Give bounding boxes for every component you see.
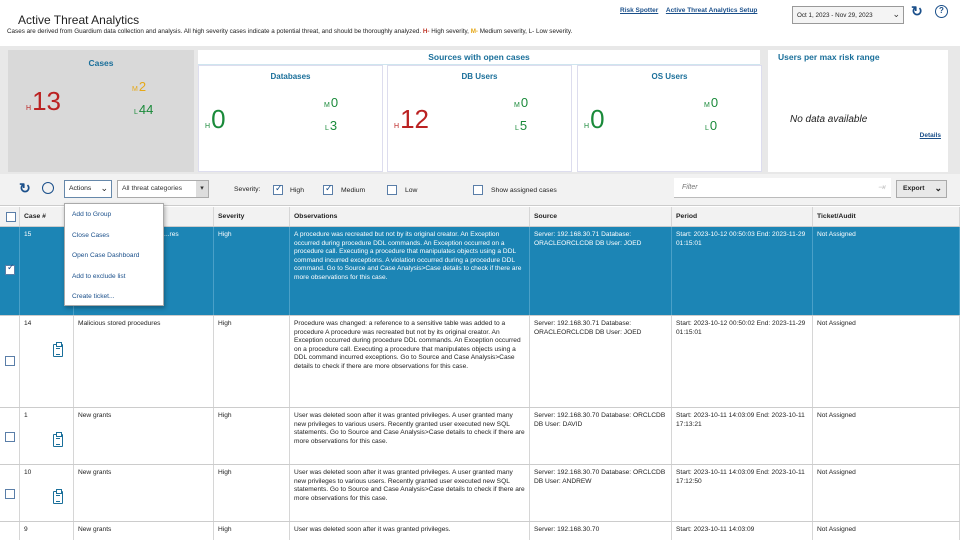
actions-menu xyxy=(64,203,164,306)
select-all-checkbox[interactable] xyxy=(6,212,16,222)
no-data-text: No data available xyxy=(790,114,868,125)
chevron-down-icon: ⌄ xyxy=(892,9,900,19)
comment-icon[interactable] xyxy=(42,182,54,194)
menu-item-open-dashboard[interactable]: Open Case Dashboard xyxy=(72,252,140,259)
col-observations[interactable]: Observations xyxy=(290,207,530,226)
medium-severity-label: M- xyxy=(470,28,479,35)
case-severity: High xyxy=(214,316,290,407)
page-description xyxy=(7,28,572,35)
case-period: Start: 2023-10-11 14:03:09 xyxy=(672,522,813,540)
case-observations: User was deleted soon after it was granted privileges. xyxy=(290,522,530,540)
case-category: ...res xyxy=(74,227,214,315)
cases-low xyxy=(134,102,153,117)
low-severity-text: L- Low severity. xyxy=(528,28,573,35)
case-ticket: Not Assigned xyxy=(813,227,960,315)
os-users-summary[interactable] xyxy=(577,65,762,172)
refresh-icon[interactable]: ↻ xyxy=(911,3,923,19)
sources-label: Sources with open cases xyxy=(428,52,530,62)
show-assigned-label: Show assigned cases xyxy=(491,187,557,194)
table-row[interactable] xyxy=(0,408,960,465)
row-select-cell xyxy=(0,408,20,464)
case-category: New grants xyxy=(74,408,214,464)
high-prefix: H xyxy=(26,105,32,112)
databases-label: Databases xyxy=(270,72,311,81)
details-link[interactable]: Details xyxy=(919,132,941,139)
toolbar xyxy=(0,174,960,206)
category-value: All threat categories xyxy=(122,185,183,192)
case-number: 9 xyxy=(20,522,74,540)
case-category: Malicious stored procedures xyxy=(74,316,214,407)
low-prefix: L xyxy=(515,125,519,132)
table-row[interactable] xyxy=(0,522,960,540)
case-category: New grants xyxy=(74,465,214,521)
case-observations: User was deleted soon after it was granted privileges. A user granted many new privileges to various users. Recently granted user executed new SQL statements. Go to Source and Case Analysis>Case details to check if there are more observations for this case. xyxy=(290,408,530,464)
medium-prefix: M xyxy=(132,86,138,93)
filter-clear-icon[interactable]: ⇥ xyxy=(877,182,885,192)
case-source: Server: 192.168.30.70 Database: ORCLCDB DB User: DAVID xyxy=(530,408,672,464)
cases-summary[interactable] xyxy=(8,50,194,172)
low-prefix: L xyxy=(705,125,709,132)
row-checkbox[interactable] xyxy=(5,265,15,275)
filter-input[interactable] xyxy=(674,178,891,198)
os-users-high-value: 0 xyxy=(590,104,605,134)
page-title: Active Threat Analytics xyxy=(18,13,140,27)
export-label: Export xyxy=(903,185,925,192)
refresh-icon[interactable]: ↻ xyxy=(19,180,31,196)
chevron-down-icon: ⌄ xyxy=(934,183,942,193)
row-checkbox[interactable] xyxy=(5,432,15,442)
medium-checkbox-label: Medium xyxy=(341,187,366,194)
db-users-low-value: 5 xyxy=(519,118,528,133)
case-category: New grants xyxy=(74,522,214,540)
col-source[interactable]: Source xyxy=(530,207,672,226)
header-links xyxy=(620,7,763,14)
case-number: 10 xyxy=(24,469,32,476)
case-severity: High xyxy=(214,227,290,315)
users-risk-label: Users per max risk range xyxy=(778,52,880,62)
case-period: Start: 2023-10-11 14:03:09 End: 2023-10-11 17:13:21 xyxy=(672,408,813,464)
cases-medium xyxy=(132,79,146,94)
description-text: Cases are derived from Guardium data collection and analysis. All high severity cases indicate a potential threat, and should be thoroughly analyzed. xyxy=(7,28,423,35)
menu-item-add-to-group[interactable]: Add to Group xyxy=(72,211,112,218)
case-observations: A procedure was recreated but not by its original creator. An Exception occurred during procedure DDL commands. An Exception occurred on a procedure call. Executing a procedure that manipulates objects using a DDL command incurred exceptions. A violation occurred during a procedure DDL command. Go to Source and Case Analysis>Case details to check if there are more observations for this case. xyxy=(290,227,530,315)
case-period: Start: 2023-10-11 14:03:09 End: 2023-10-11 17:12:50 xyxy=(672,465,813,521)
case-ticket: Not Assigned xyxy=(813,316,960,407)
db-users-high-value: 12 xyxy=(400,104,429,134)
cases-high-value: 13 xyxy=(32,86,61,116)
case-severity: High xyxy=(214,465,290,521)
case-number-cell xyxy=(20,408,74,464)
case-ticket: Not Assigned xyxy=(813,408,960,464)
high-severity-label: H- xyxy=(422,28,430,35)
case-ticket: Not Assigned xyxy=(813,522,960,540)
db-users-label: DB Users xyxy=(461,72,498,81)
high-checkbox-label: High xyxy=(290,187,304,194)
case-number-cell xyxy=(20,316,74,407)
col-severity[interactable]: Severity xyxy=(214,207,290,226)
export-button[interactable] xyxy=(896,180,947,198)
dropdown-arrow-icon: ▾ xyxy=(196,181,208,197)
case-source: Server: 192.168.30.70 xyxy=(530,522,672,540)
row-checkbox[interactable] xyxy=(5,356,15,366)
date-range-value: Oct 1, 2023 - Nov 29, 2023 xyxy=(797,12,873,19)
high-prefix: H xyxy=(584,123,590,130)
case-severity: High xyxy=(214,408,290,464)
case-period: Start: 2023-10-12 00:50:02 End: 2023-11-29 01:15:01 xyxy=(672,316,813,407)
risk-spotter-link[interactable]: Risk Spotter xyxy=(620,7,659,14)
db-users-medium-value: 0 xyxy=(520,95,529,110)
case-number: 15 xyxy=(20,227,74,315)
clipboard-icon[interactable] xyxy=(53,344,63,357)
high-prefix: H xyxy=(394,123,400,130)
databases-summary[interactable] xyxy=(198,65,383,172)
medium-prefix: M xyxy=(514,102,520,109)
case-number: 14 xyxy=(24,320,32,327)
page-header xyxy=(0,0,960,46)
low-checkbox-label: Low xyxy=(405,187,418,194)
high-prefix: H xyxy=(205,123,211,130)
high-checkbox[interactable] xyxy=(273,185,283,195)
case-severity: High xyxy=(214,522,290,540)
case-source: Server: 192.168.30.70 Database: ORCLCDB DB User: ANDREW xyxy=(530,465,672,521)
case-ticket: Not Assigned xyxy=(813,465,960,521)
medium-prefix: M xyxy=(704,102,710,109)
threat-category-select[interactable] xyxy=(117,180,209,198)
cases-high xyxy=(26,86,61,117)
medium-checkbox[interactable] xyxy=(323,185,333,195)
low-prefix: L xyxy=(325,125,329,132)
table-row[interactable] xyxy=(0,316,960,408)
menu-item-close-cases[interactable]: Close Cases xyxy=(72,231,110,239)
databases-high-value: 0 xyxy=(211,104,226,134)
show-assigned-checkbox[interactable] xyxy=(473,185,483,195)
case-observations: Procedure was changed: a reference to a sensitive table was added to a procedure A procedure was recreated but not by its original creator. An Exception occurred during procedure DDL commands. An Exception occurred on a procedure call. Executing a procedure that manipulates objects using a DDL command incurred exceptions. Go to Source and Case Analysis>Case details to check if there are more observations for this case. xyxy=(290,316,530,407)
os-users-label: OS Users xyxy=(651,72,688,81)
low-prefix: L xyxy=(134,109,138,116)
os-users-low-value: 0 xyxy=(709,118,718,133)
col-period[interactable]: Period xyxy=(672,207,813,226)
cases-medium-value: 2 xyxy=(138,79,147,94)
medium-severity-text: Medium severity, xyxy=(478,28,529,35)
medium-prefix: M xyxy=(324,102,330,109)
case-source: Server: 192.168.30.71 Database: ORACLEORCLCDB DB User: JOED xyxy=(530,227,672,315)
case-number-cell xyxy=(20,465,74,521)
os-users-medium-value: 0 xyxy=(710,95,719,110)
case-period: Start: 2023-10-12 00:50:03 End: 2023-11-29 01:15:01 xyxy=(672,227,813,315)
chevron-down-icon: ⌄ xyxy=(100,183,108,193)
col-case[interactable]: Case # xyxy=(20,207,74,226)
actions-label: Actions xyxy=(69,185,92,192)
date-range-select[interactable] xyxy=(792,6,904,24)
cases-label: Cases xyxy=(88,58,114,68)
col-ticket[interactable]: Ticket/Audit xyxy=(813,207,960,226)
row-select-cell xyxy=(0,465,20,521)
row-select-cell xyxy=(0,227,20,315)
case-source: Server: 192.168.30.71 Database: ORACLEORCLCDB DB User: JOED xyxy=(530,316,672,407)
table-row[interactable] xyxy=(0,465,960,522)
setup-link[interactable]: Active Threat Analytics Setup xyxy=(665,7,758,14)
menu-item-exclude-list[interactable]: Add to exclude list xyxy=(72,272,126,280)
high-severity-text: High severity, xyxy=(429,28,471,35)
row-checkbox[interactable] xyxy=(5,489,15,499)
clipboard-icon[interactable] xyxy=(53,491,63,504)
case-observations: User was deleted soon after it was granted privileges. A user granted many new privileges to various users. Recently granted user executed new SQL statements. Go to Source and Case Analysis>Case details to check if there are more observations for this case. xyxy=(290,465,530,521)
filter-placeholder: Filter xyxy=(682,184,698,191)
databases-medium-value: 0 xyxy=(330,95,339,110)
severity-label: Severity: xyxy=(234,186,261,193)
db-users-summary[interactable] xyxy=(387,65,572,172)
case-number: 1 xyxy=(24,412,28,419)
select-all-cell xyxy=(0,207,20,226)
low-checkbox[interactable] xyxy=(387,185,397,195)
help-icon[interactable]: ? xyxy=(935,5,948,18)
cases-low-value: 44 xyxy=(138,102,154,117)
databases-low-value: 3 xyxy=(329,118,338,133)
users-risk-summary xyxy=(768,50,948,172)
clipboard-icon[interactable] xyxy=(53,434,63,447)
row-select-cell xyxy=(0,316,20,407)
actions-button[interactable] xyxy=(64,180,112,198)
row-select-cell xyxy=(0,522,20,540)
menu-item-create-ticket[interactable]: Create ticket... xyxy=(72,293,115,300)
